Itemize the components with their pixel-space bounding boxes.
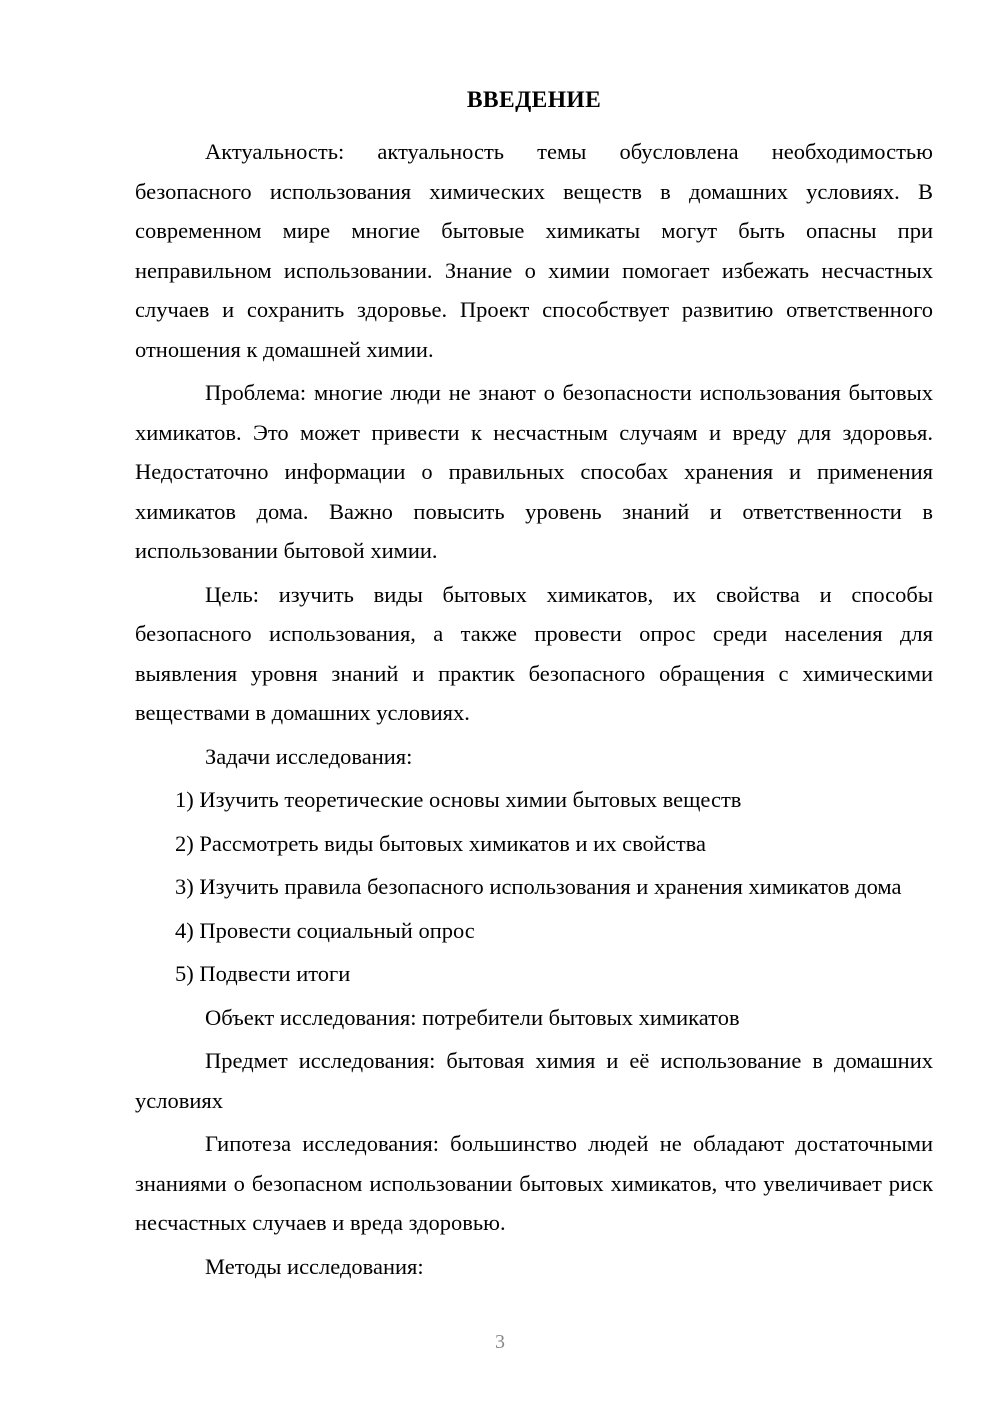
list-item: 2) Рассмотреть виды бытовых химикатов и их свойства [175,830,706,856]
paragraph-object: Объект исследования: потребители бытовых химикатов [205,1004,740,1030]
paragraph-hypothesis: Гипотеза исследования: большинство людей не обладают достаточными знаниями о безопасном использовании бытовых химикатов, что увеличивает риск несчастных случаев и вреда здоровью. [135,1131,933,1236]
list-item: 4) Провести социальный опрос [175,917,475,943]
document-body [135,86,933,1290]
methods-label: Методы исследования: [205,1253,424,1279]
tasks-label: Задачи исследования: [205,743,413,769]
list-item: 5) Подвести итоги [175,961,351,987]
paragraph-relevance: Актуальность: актуальность темы обусловлена необходимостью безопасного использования химических веществ в домашних условиях. В современном мире многие бытовые химикаты могут быть опасны при неправильном использовании. Знание о химии помогает избежать несчастных случаев и сохранить здоровье. Проект способствует развитию ответственного отношения к домашней химии. [135,139,933,362]
list-item: 3) Изучить правила безопасного использования и хранения химикатов дома [175,874,902,900]
paragraph-subject: Предмет исследования: бытовая химия и её использование в домашних условиях [135,1048,933,1113]
page-number: 3 [495,1331,505,1353]
page-title: ВВЕДЕНИЕ [466,87,602,113]
paragraph-problem: Проблема: многие люди не знают о безопасности использования бытовых химикатов. Это может привести к несчастным случаям и вреду для здоровья. Недостаточно информации о правильных способах хранения и применения химикатов дома. Важно повысить уровень знаний и ответственности в использовании бытовой химии. [135,380,933,564]
list-item: 1) Изучить теоретические основы химии бытовых веществ [175,787,742,813]
paragraph-goal: Цель: изучить виды бытовых химикатов, их свойства и способы безопасного использования, а также провести опрос среди населения для выявления уровня знаний и практик безопасного обращения с химическими веществами в домашних условиях. [135,581,933,726]
